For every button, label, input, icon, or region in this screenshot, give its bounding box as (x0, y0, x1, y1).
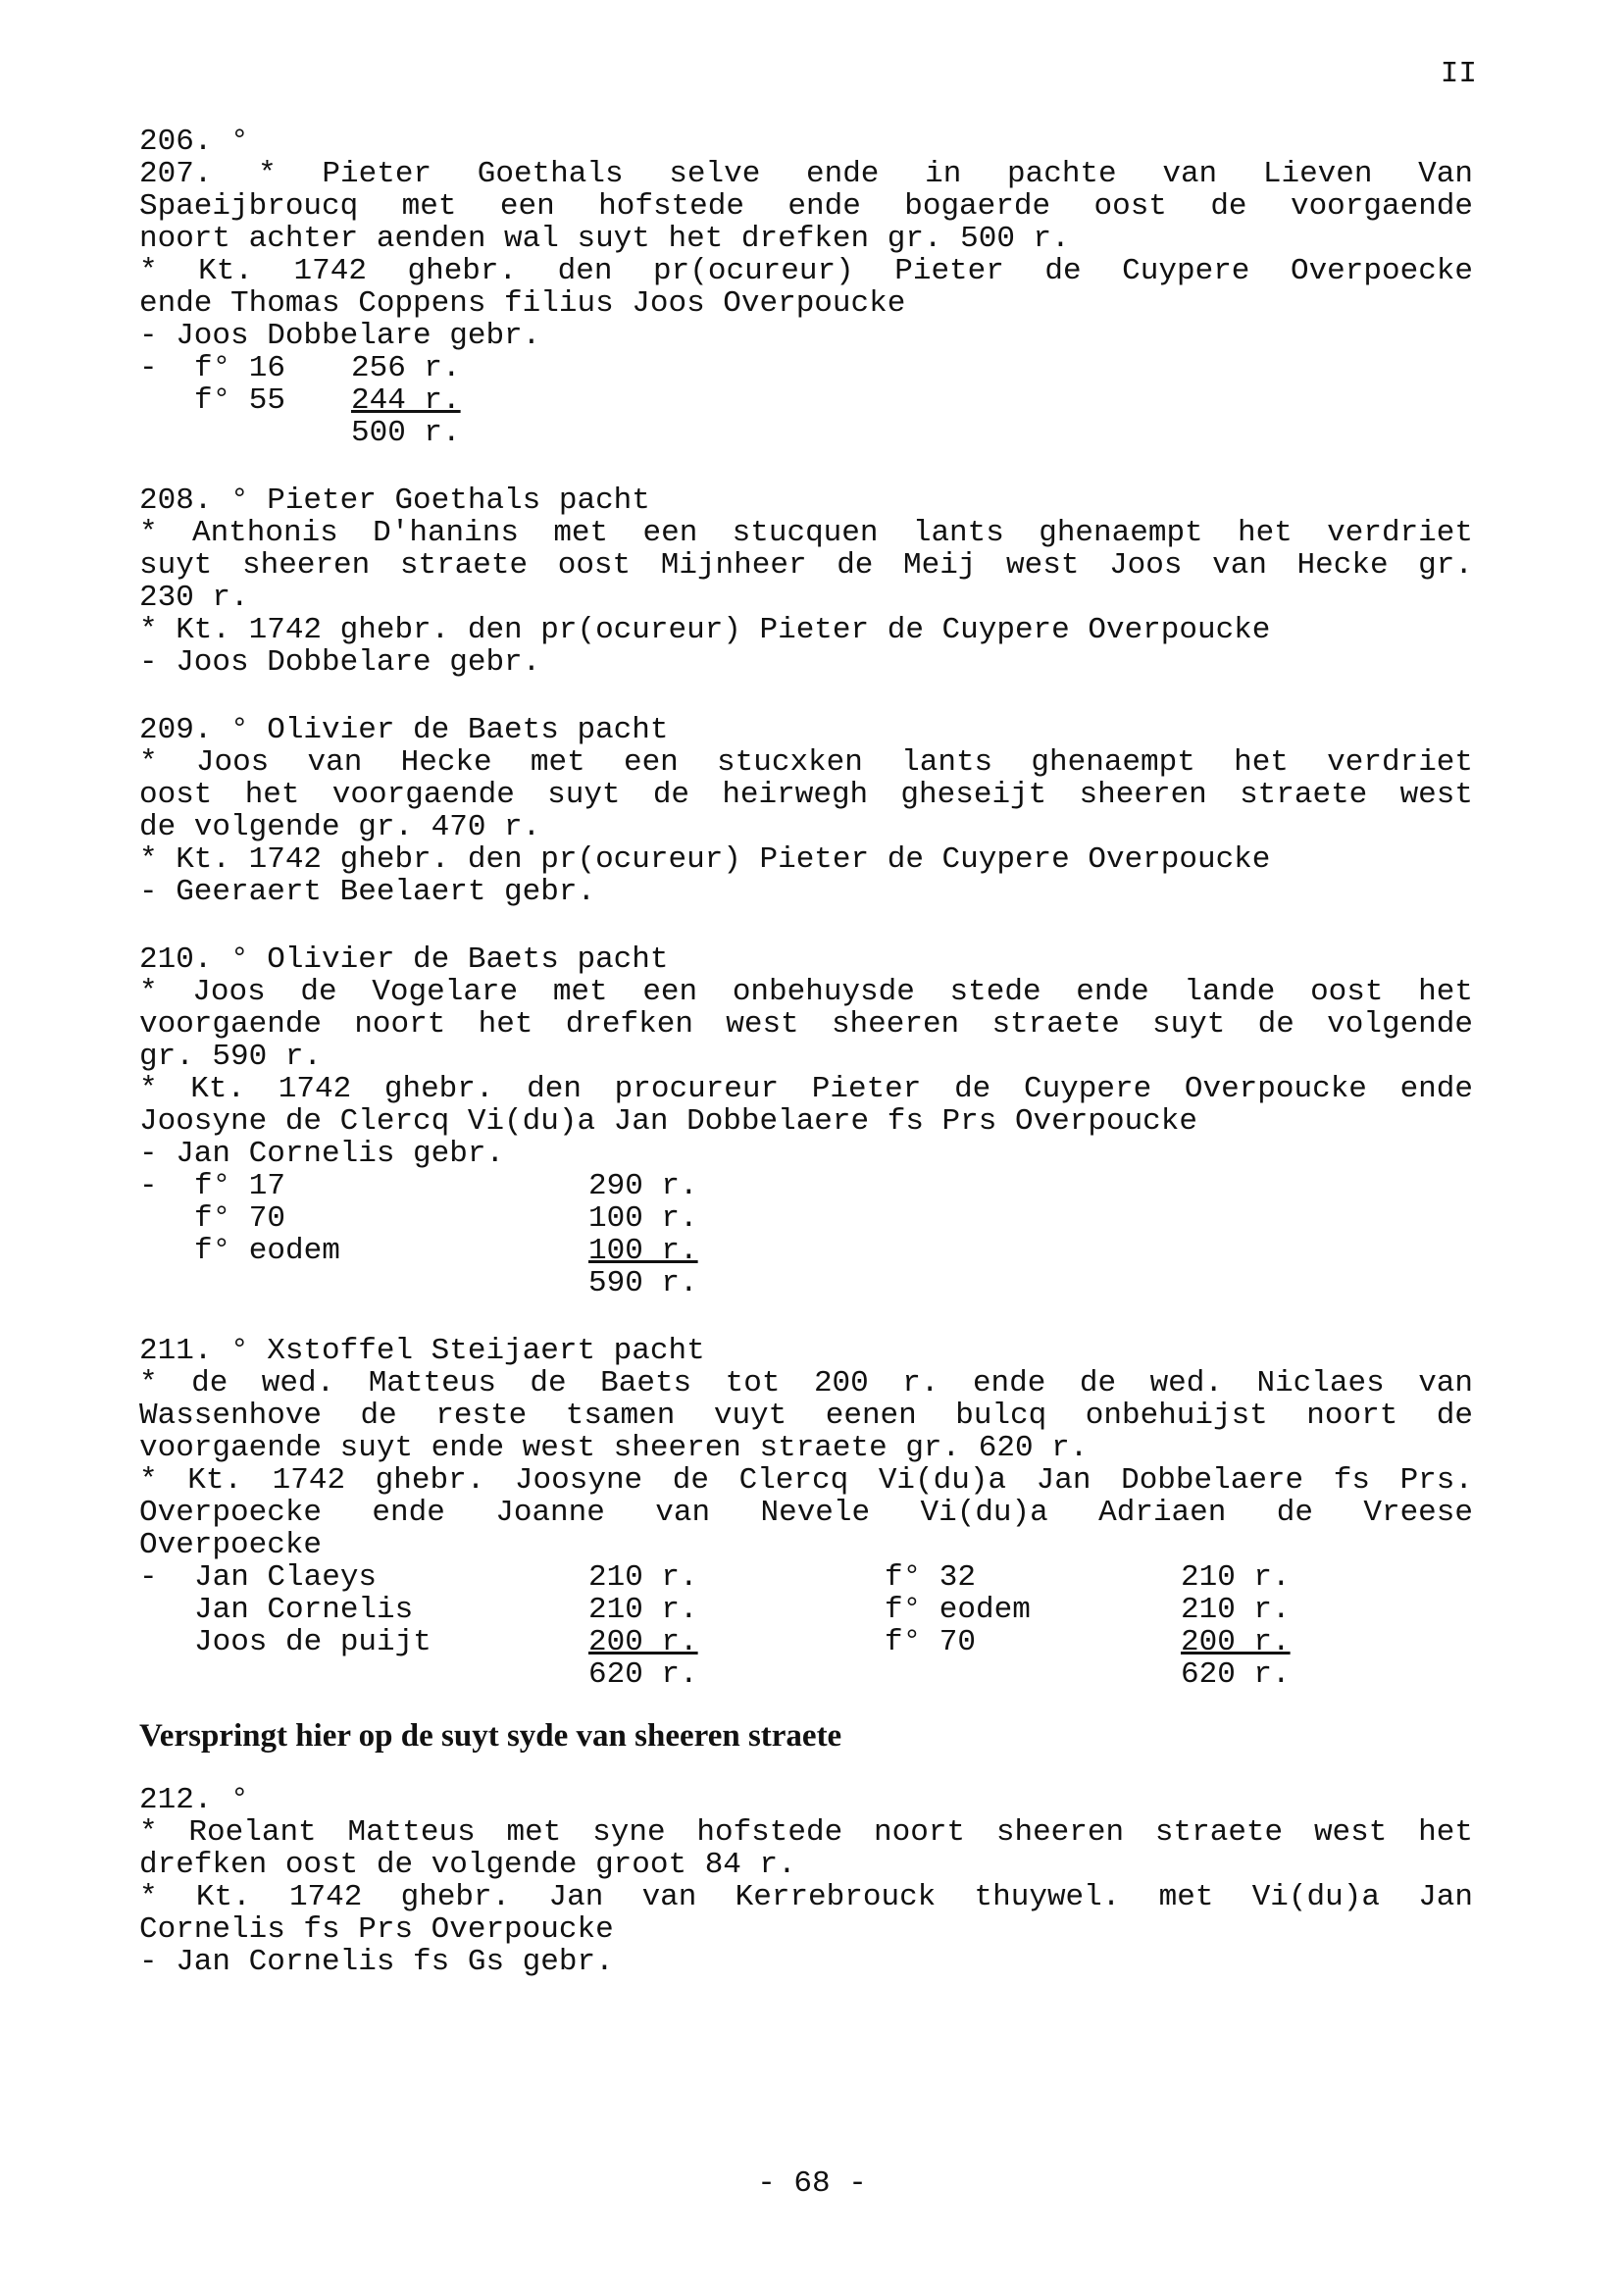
folio-prefix (139, 384, 194, 417)
folio-amount: 210 r. (1181, 1560, 1291, 1595)
entry-line: * Kt. 1742 ghebr. den pr(ocureur) Pieter de Cuypere Overpoecke (139, 254, 1473, 288)
user-folio-row (139, 1594, 1473, 1626)
folio-total-row (139, 417, 1473, 449)
folio-amount: 100 r. (588, 1234, 698, 1268)
entry-line: * Joos van Hecke met een stucxken lants ghenaempt het verdriet (139, 745, 1473, 780)
entry-line: * Kt. 1742 ghebr. den procureur Pieter de Cuypere Overpoucke ende (139, 1072, 1473, 1106)
entry-line: 209. ° Olivier de Baets pacht (139, 713, 669, 747)
entry-line: Overpoecke (139, 1528, 323, 1562)
folio-row (139, 352, 1473, 384)
folio-prefix (139, 1594, 194, 1626)
folio-amount: 210 r. (1181, 1593, 1291, 1627)
entry-line: * de wed. Matteus de Baets tot 200 r. ende de wed. Niclaes van (139, 1366, 1473, 1400)
entry-line: 230 r. (139, 581, 249, 615)
entry-line: Joosyne de Clercq Vi(du)a Jan Dobbelaere fs Prs Overpoucke (139, 1104, 1197, 1139)
folio-row (139, 1202, 1473, 1235)
folio-ref: f° 17 (194, 1169, 286, 1203)
folio-prefix: - (139, 1560, 158, 1595)
entry-line: Wassenhove de reste tsamen vuyt eenen bulcq onbehuijst noort de (139, 1399, 1473, 1433)
folio-amount: 256 r. (351, 351, 461, 385)
entry-line: de volgende gr. 470 r. (139, 810, 541, 844)
folio-ref: f° 70 (885, 1625, 977, 1659)
folio-ref: f° 32 (885, 1560, 977, 1595)
section-heading: Verspringt hier op de suyt syde van sheeren straete (139, 1718, 842, 1754)
entry-210 (139, 943, 1473, 1299)
folio-total-row (139, 1267, 1473, 1299)
user-folio-row (139, 1561, 1473, 1594)
folio-ref: f° 55 (194, 383, 286, 418)
entry-206-number: 206. ° (139, 125, 249, 159)
entry-line: 210. ° Olivier de Baets pacht (139, 942, 669, 977)
folio-amount: 290 r. (588, 1169, 698, 1203)
user-name: Jan Cornelis (194, 1593, 414, 1627)
entry-line: * Roelant Matteus met syne hofstede noort sheeren straete west het (139, 1815, 1473, 1850)
user-amount-cell (588, 1626, 885, 1658)
entry-line: - Joos Dobbelare gebr. (139, 319, 541, 353)
folio-total: 590 r. (588, 1266, 698, 1300)
entry-209 (139, 714, 1473, 908)
entry-line: * Kt. 1742 ghebr. den pr(ocureur) Pieter de Cuypere Overpoucke (139, 842, 1271, 877)
entry-line: * Joos de Vogelare met een onbehuysde stede ende lande oost het (139, 975, 1473, 1009)
folio-row (139, 1170, 1473, 1202)
user-total: 620 r. (588, 1657, 698, 1692)
folio-total-row (139, 1658, 1473, 1691)
entry-line: 207. * Pieter Goethals selve ende in pachte van Lieven Van (139, 157, 1473, 191)
entry-line: oost het voorgaende suyt de heirwegh gheseijt sheeren straete west (139, 778, 1473, 812)
entry-208 (139, 484, 1473, 679)
user-name: Joos de puijt (194, 1625, 431, 1659)
entry-line: 211. ° Xstoffel Steijaert pacht (139, 1334, 705, 1368)
entry-211 (139, 1335, 1473, 1691)
user-amount: 200 r. (588, 1625, 698, 1659)
folio-amount: 100 r. (588, 1201, 698, 1236)
entry-207 (139, 126, 1473, 449)
entry-212 (139, 1784, 1473, 1978)
entry-line: drefken oost de volgende groot 84 r. (139, 1848, 796, 1882)
entry-line: Overpoecke ende Joanne van Nevele Vi(du)a Adriaen de Vreese (139, 1496, 1473, 1530)
entry-line: 208. ° Pieter Goethals pacht (139, 484, 650, 518)
folio-row (139, 1235, 1473, 1267)
folio-prefix (139, 1202, 194, 1235)
entry-line: Spaeijbroucq met een hofstede ende bogaerde oost de voorgaende (139, 189, 1473, 224)
entry-line: - Jan Cornelis fs Gs gebr. (139, 1945, 614, 1979)
folio-amount: 244 r. (351, 383, 461, 418)
folio-prefix: - (139, 351, 158, 385)
entry-line: - Jan Cornelis gebr. (139, 1137, 505, 1171)
user-folio-row (139, 1626, 1473, 1658)
folio-prefix (139, 1235, 194, 1267)
document-body (139, 126, 1473, 2013)
entry-line: - Geeraert Beelaert gebr. (139, 875, 596, 909)
entry-line: ende Thomas Coppens filius Joos Overpoucke (139, 286, 906, 321)
entry-line: voorgaende suyt ende west sheeren straete gr. 620 r. (139, 1431, 1089, 1465)
folio-ref: f° eodem (194, 1234, 340, 1268)
entry-line: suyt sheeren straete oost Mijnheer de Meij west Joos van Hecke gr. (139, 548, 1473, 583)
folio-ref: f° eodem (885, 1593, 1031, 1627)
entry-line: 212. ° (139, 1783, 249, 1817)
folio-ref: f° 70 (194, 1201, 286, 1236)
folio-prefix: - (139, 1169, 158, 1203)
entry-line: * Anthonis D'hanins met een stucquen lants ghenaempt het verdriet (139, 516, 1473, 550)
folio-total: 500 r. (351, 416, 461, 450)
folio-ref: f° 16 (194, 351, 286, 385)
folio-row (139, 384, 1473, 417)
user-amount: 210 r. (588, 1593, 698, 1627)
user-name: Jan Claeys (194, 1560, 378, 1595)
page-number: - 68 - (757, 2166, 867, 2201)
entry-line: Cornelis fs Prs Overpoucke (139, 1912, 614, 1947)
entry-line: voorgaende noort het drefken west sheeren straete suyt de volgende (139, 1007, 1473, 1042)
entry-line: - Joos Dobbelare gebr. (139, 645, 541, 680)
entry-line: noort achter aenden wal suyt het drefken gr. 500 r. (139, 222, 1070, 256)
entry-line: * Kt. 1742 ghebr. Joosyne de Clercq Vi(du)a Jan Dobbelaere fs Prs. (139, 1463, 1473, 1498)
entry-line: gr. 590 r. (139, 1040, 323, 1074)
folio-amount: 200 r. (1181, 1625, 1291, 1659)
folio-prefix (139, 1626, 194, 1658)
entry-line: * Kt. 1742 ghebr. Jan van Kerrebrouck thuywel. met Vi(du)a Jan (139, 1880, 1473, 1914)
entry-line: * Kt. 1742 ghebr. den pr(ocureur) Pieter de Cuypere Overpoucke (139, 613, 1271, 647)
user-amount: 210 r. (588, 1560, 698, 1595)
page-header-roman: II (1440, 57, 1477, 91)
folio-total: 620 r. (1181, 1657, 1291, 1692)
